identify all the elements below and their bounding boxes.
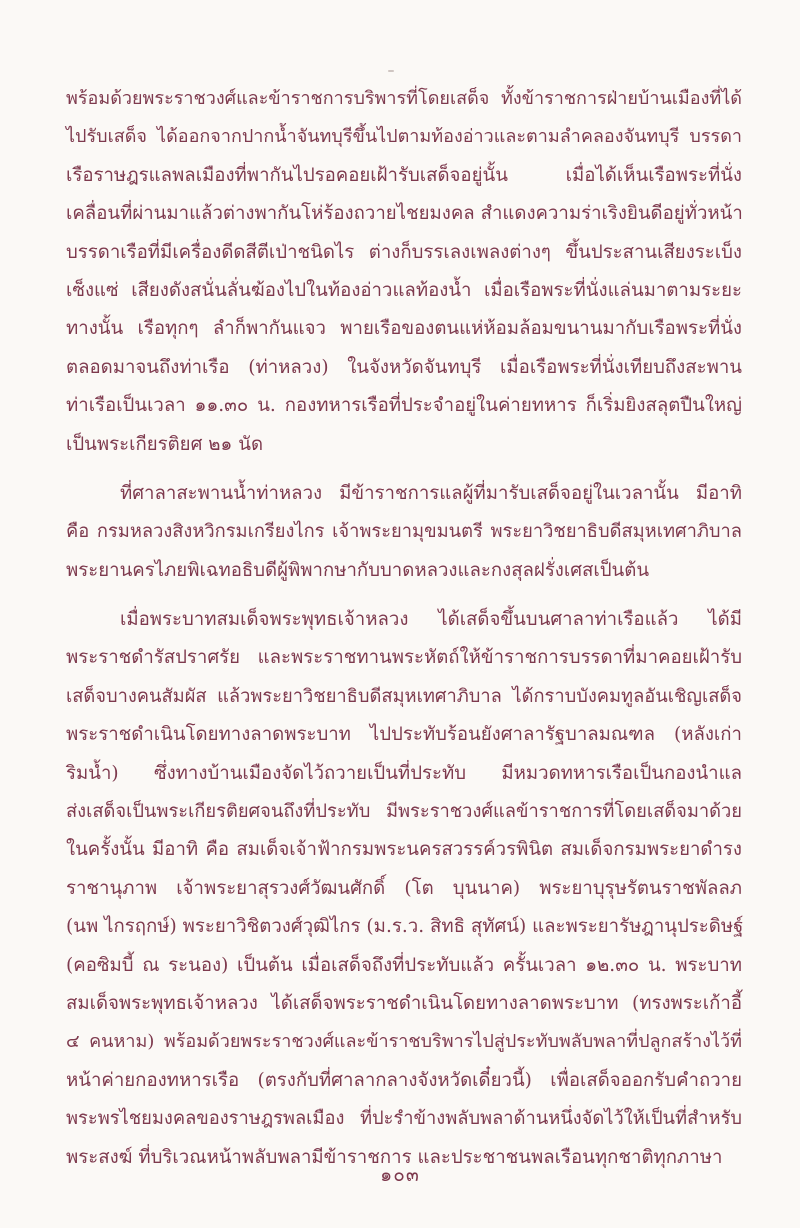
paragraph [66, 601, 742, 1177]
text-line: คือ กรมหลวงสิงหวิกรมเกรียงไกร เจ้าพระยามุขมนตรี พระยาวิชยาธิบดีสมุหเทศาภิบาล [66, 521, 742, 543]
paragraph [66, 80, 742, 464]
text-line: เคลื่อนที่ผ่านมาแล้วต่างพากันโห่ร้องถวายไชยมงคล สำแดงความร่าเริงยินดีอยู่ทั่วหน้า [66, 203, 743, 225]
text-line: พระราชดำรัสปราศรัย และพระราชทานพระหัตถ์ให้ข้าราชการบรรดาที่มาคอยเฝ้ารับ [66, 647, 742, 669]
paragraph-gap [66, 464, 742, 475]
text-line: เสด็จบางคนสัมผัส แล้วพระยาวิชยาธิบดีสมุหเทศาภิบาล ได้กราบบังคมทูลอันเชิญเสด็จ [66, 685, 742, 707]
paragraph [66, 475, 742, 590]
text-line: ทางนั้น เรือทุกๆ ลำก็พากันแจว พายเรือของตนแห่ห้อมล้อมขนานมากับเรือพระที่นั่ง [66, 318, 742, 340]
text-line: (นพ ไกรฤกษ์) พระยาวิชิตวงศ์วุฒิไกร (ม.ร.ว. สิทธิ สุทัศน์) และพระยารัษฎานุประดิษฐ์ [66, 916, 744, 938]
text-line: เป็นพระเกียรติยศ ๒๑ นัด [66, 433, 264, 455]
paragraph-gap [66, 590, 742, 601]
text-line: ส่งเสด็จเป็นพระเกียรติยศจนถึงที่ประทับ มีพระราชวงศ์แลข้าราชการที่โดยเสด็จมาด้วย [66, 801, 742, 823]
text-line: เรือราษฎรแลพลเมืองที่พากันไปรอคอยเฝ้ารับเสด็จอยู่นั้น เมื่อได้เห็นเรือพระที่นั่ง [66, 164, 742, 186]
text-line: ราชานุภาพ เจ้าพระยาสุรวงศ์วัฒนศักดิ์ (โต บุนนาค) พระยาบุรุษรัตนราชพัลลภ [66, 877, 742, 899]
text-line: ไปรับเสด็จ ได้ออกจากปากน้ำจันทบุรีขึ้นไปตามท้องอ่าวและตามลำคลองจันทบุรี บรรดา [66, 126, 742, 148]
text-line: ที่ศาลาสะพานน้ำท่าหลวง มีข้าราชการแลผู้ที่มารับเสด็จอยู่ในเวลานั้น มีอาทิ [120, 482, 742, 504]
text-line: พร้อมด้วยพระราชวงศ์และข้าราชการบริพารที่โดยเสด็จ ทั้งข้าราชการฝ่ายบ้านเมืองที่ได้ [66, 88, 742, 109]
text-line: ท่าเรือเป็นเวลา ๑๑.๓๐ น. กองทหารเรือที่ประจำอยู่ในค่ายทหาร ก็เริ่มยิงสลุตปืนใหญ่ [66, 395, 742, 417]
text-line: สมเด็จพระพุทธเจ้าหลวง ได้เสด็จพระราชดำเนินโดยทางลาดพระบาท (ทรงพระเก้าอี้ [66, 992, 742, 1014]
text-line: หน้าค่ายกองทหารเรือ (ตรงกับที่ศาลากลางจังหวัดเดี๋ยวนี้) เพื่อเสด็จออกรับคำถวาย [66, 1069, 742, 1091]
text-line: (คอซิมบี้ ณ ระนอง) เป็นต้น เมื่อเสด็จถึงที่ประทับแล้ว ครั้นเวลา ๑๒.๓๐ น. พระบาท [66, 954, 742, 976]
text-line: เซ็งแซ่ เสียงดังสนั่นลั่นฆ้องไปในท้องอ่าวแลท้องน้ำ เมื่อเรือพระที่นั่งแล่นมาตามระยะ [66, 279, 742, 301]
text-line: ในครั้งนั้น มีอาทิ คือ สมเด็จเจ้าฟ้ากรมพระนครสวรรค์วรพินิต สมเด็จกรมพระยาดำรง [66, 839, 742, 861]
text-line: พระยานครไภยพิเฉทอธิบดีผู้พิพากษากับบาดหลวงและกงสุลฝรั่งเศสเป็นต้น [66, 559, 650, 581]
text-line: ริมน้ำ) ซึ่งทางบ้านเมืองจัดไว้ถวายเป็นที่ประทับ มีหมวดทหารเรือเป็นกองนำแล [66, 762, 742, 784]
text-line: บรรดาเรือที่มีเครื่องดีดสีตีเป่าชนิดไร ต่างก็บรรเลงเพลงต่างๆ ขึ้นประสานเสียงระเบ็ง [66, 241, 742, 263]
page-number: ๑๐๓ [380, 1164, 420, 1186]
text-line: ๔ คนหาม) พร้อมด้วยพระราชวงศ์และข้าราชบริพารไปสู่ประทับพลับพลาที่ปลูกสร้างไว้ที่ [66, 1031, 742, 1053]
text-line: ตลอดมาจนถึงท่าเรือ (ท่าหลวง) ในจังหวัดจันทบุรี เมื่อเรือพระที่นั่งเทียบถึงสะพาน [66, 356, 742, 378]
text-line: เมื่อพระบาทสมเด็จพระพุทธเจ้าหลวง ได้เสด็จขึ้นบนศาลาท่าเรือแล้ว ได้มี [120, 609, 742, 631]
body-text [66, 80, 742, 1177]
scan-speck [388, 70, 394, 72]
text-line: พระราชดำเนินโดยทางลาดพระบาท ไปประทับร้อนยังศาลารัฐบาลมณฑล (หลังเก่า [66, 724, 742, 746]
text-line: พระพรไชยมงคลของราษฎรพลเมือง ที่ปะรำข้างพลับพลาด้านหนึ่งจัดไว้ให้เป็นที่สำหรับ [66, 1108, 742, 1130]
text-line: พระสงฆ์ ที่บริเวณหน้าพลับพลามีข้าราชการ และประชาชนพลเรือนทุกชาติทุกภาษา [66, 1146, 723, 1168]
